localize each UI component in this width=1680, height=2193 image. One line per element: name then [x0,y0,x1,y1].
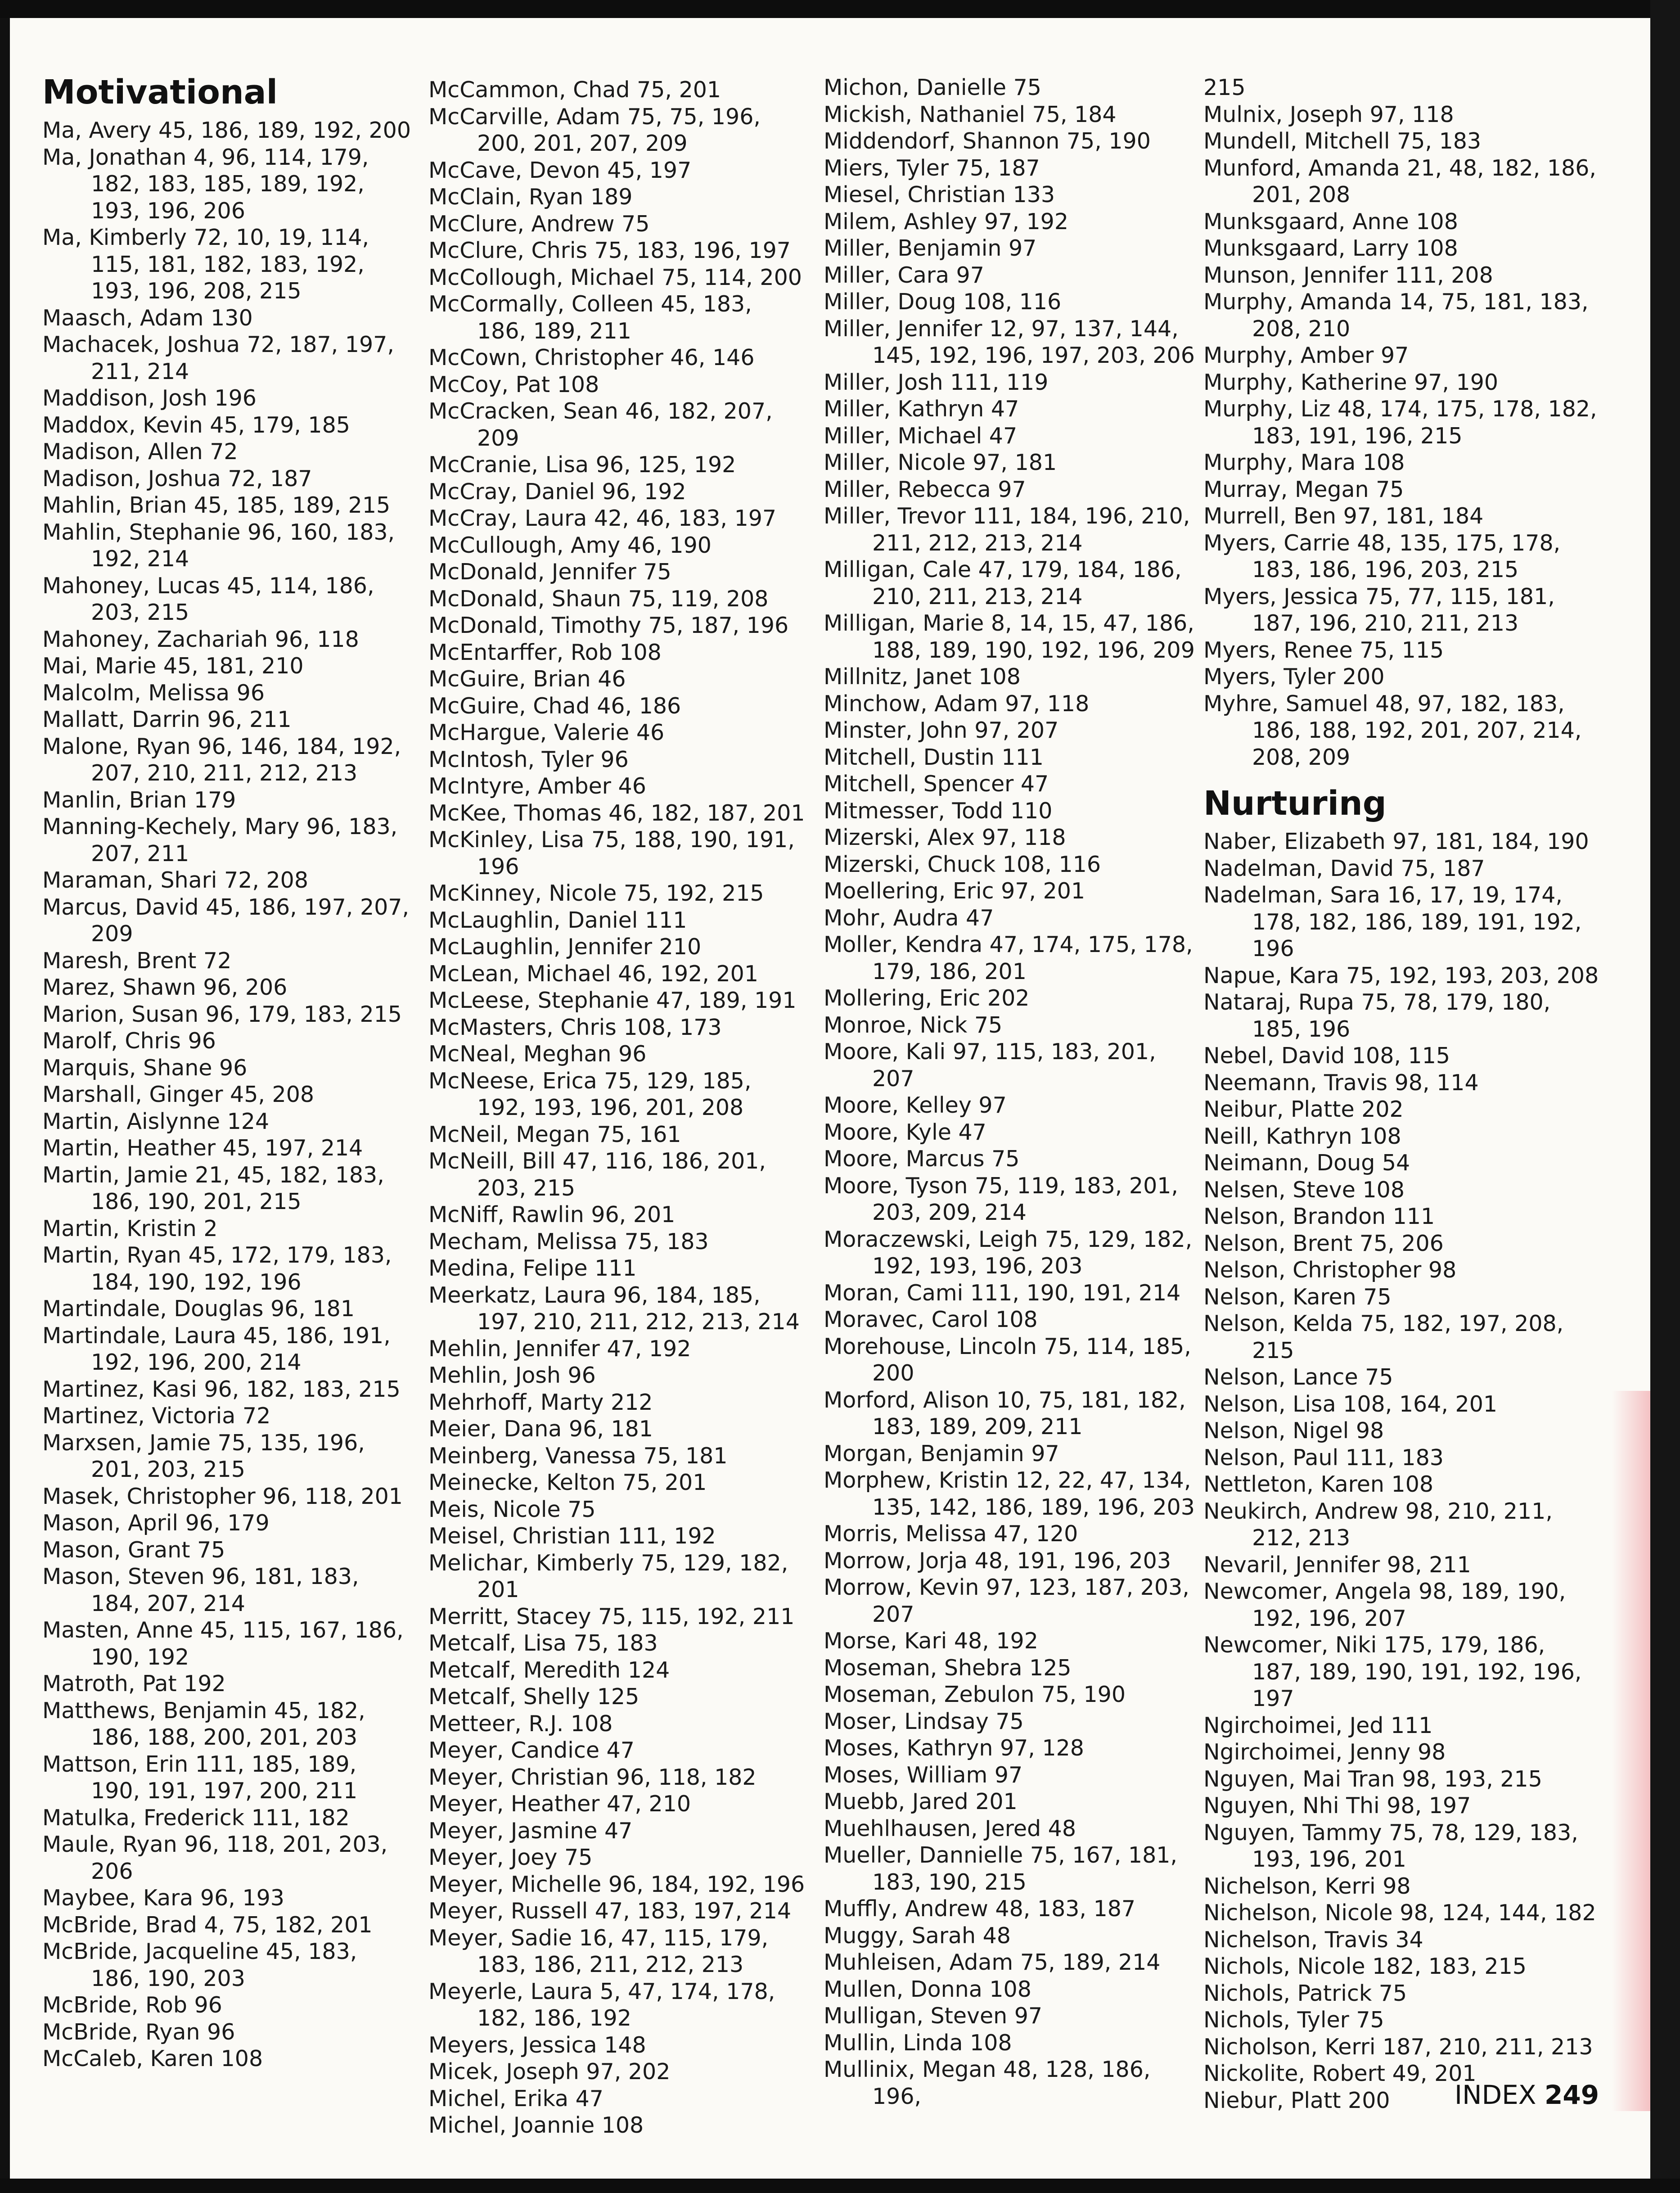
index-entry: Meyers, Jessica 148 [428,2032,646,2058]
index-entry: Murphy, Katherine 97, 190 [1203,369,1499,395]
index-entry: Moore, Tyson 75, 119, 183, 201, 203, 209, 214 [824,1173,1178,1225]
index-entry: Muggy, Sarah 48 [824,1922,1011,1949]
index-entry: McCoy, Pat 108 [428,371,599,397]
index-entry: Martin, Ryan 45, 172, 179, 183, 184, 190, 192, 196 [42,1242,392,1295]
index-entry: McBride, Ryan 96 [42,2019,235,2045]
index-entry: Nelson, Lisa 108, 164, 201 [1203,1391,1498,1417]
index-entry: Morford, Alison 10, 75, 181, 182, 183, 189, 209, 211 [824,1387,1186,1439]
index-entry: Muhleisen, Adam 75, 189, 214 [824,1949,1161,1975]
index-entry: McIntyre, Amber 46 [428,773,646,799]
section-heading-motivational: Motivational [42,73,278,112]
folio-label: INDEX [1455,2080,1536,2110]
index-entry: McLean, Michael 46, 192, 201 [428,961,758,987]
index-entry: Mitmesser, Todd 110 [824,798,1053,824]
index-entry: Micek, Joseph 97, 202 [428,2059,671,2085]
index-entry: Mehlin, Jennifer 47, 192 [428,1336,691,1362]
index-entry: Martin, Kristin 2 [42,1215,218,1241]
index-entry: Moseman, Zebulon 75, 190 [824,1682,1126,1707]
index-entry: McEntarffer, Rob 108 [428,639,662,665]
index-entry: Nickolite, Robert 49, 201 [1203,2061,1477,2086]
index-entry: Marshall, Ginger 45, 208 [42,1082,315,1107]
index-entry: Miller, Cara 97 [824,262,984,288]
index-entry: Mahlin, Stephanie 96, 160, 183, 192, 214 [42,519,395,572]
index-entry: McCaleb, Karen 108 [42,2046,263,2071]
index-entry: Maresh, Brent 72 [42,948,232,974]
index-entry: Milligan, Cale 47, 179, 184, 186, 210, 211, 213, 214 [824,557,1182,609]
index-entry: Munksgaard, Larry 108 [1203,235,1458,261]
index-entry: Meerkatz, Laura 96, 184, 185, 197, 210, 211, 212, 213, 214 [428,1282,800,1335]
index-entry: Mallatt, Darrin 96, 211 [42,707,292,732]
index-entry: Murphy, Liz 48, 174, 175, 178, 182, 183, 191, 196, 215 [1203,396,1597,449]
index-entry: Metcalf, Lisa 75, 183 [428,1630,658,1656]
index-entry: Nichols, Nicole 182, 183, 215 [1203,1954,1527,1979]
index-entry: Mason, Steven 96, 181, 183, 184, 207, 214 [42,1564,359,1616]
index-entry: Miller, Kathryn 47 [824,396,1019,422]
index-entry: Maddison, Josh 196 [42,385,257,411]
index-entry: McLeese, Stephanie 47, 189, 191 [428,988,797,1013]
index-entry: Nebel, David 108, 115 [1203,1043,1450,1069]
index-entry: McLaughlin, Daniel 111 [428,907,687,933]
index-entry: Martin, Jamie 21, 45, 182, 183, 186, 190, 201, 215 [42,1162,384,1214]
index-entry: McCray, Daniel 96, 192 [428,478,686,505]
index-entry: Niebur, Platt 200 [1203,2087,1390,2113]
index-entry: McClain, Ryan 189 [428,184,633,210]
index-entry: Ngirchoimei, Jenny 98 [1203,1739,1446,1765]
index-entry: Meinberg, Vanessa 75, 181 [428,1443,728,1469]
index-entry: Masten, Anne 45, 115, 167, 186, 190, 192 [42,1617,404,1670]
index-entry: McNeese, Erica 75, 129, 185, 192, 193, 196, 201, 208 [428,1068,752,1120]
index-entry: McLaughlin, Jennifer 210 [428,934,702,960]
index-entry: Meyer, Christian 96, 118, 182 [428,1764,757,1790]
index-entry: McCave, Devon 45, 197 [428,157,692,183]
index-entry: Meinecke, Kelton 75, 201 [428,1470,707,1495]
index-entry: Neukirch, Andrew 98, 210, 211, 212, 213 [1203,1498,1553,1551]
index-entry: Martinez, Kasi 96, 182, 183, 215 [42,1376,401,1402]
index-entry: Mehrhoff, Marty 212 [428,1389,653,1415]
index-entry: Mueller, Dannielle 75, 167, 181, 183, 190, 215 [824,1842,1178,1895]
index-entry: McDonald, Timothy 75, 187, 196 [428,613,789,638]
index-entry: Marolf, Chris 96 [42,1028,216,1054]
index-page [10,18,1650,2179]
index-entry: Newcomer, Niki 175, 179, 186, 187, 189, 190, 191, 192, 196, 197 [1203,1632,1582,1711]
index-entry: Murphy, Amber 97 [1203,343,1409,368]
index-entry: Mizerski, Alex 97, 118 [824,825,1066,850]
index-entry: Mason, April 96, 179 [42,1510,270,1536]
index-entry: McDonald, Jennifer 75 [428,559,671,585]
index-entry: Meis, Nicole 75 [428,1496,596,1522]
index-entry: Nelson, Nigel 98 [1203,1418,1384,1444]
index-entry: Metcalf, Shelly 125 [428,1684,640,1710]
index-entry: Ma, Kimberly 72, 10, 19, 114, 115, 181, 182, 183, 192, 193, 196, 208, 215 [42,225,369,304]
index-entry: Neibur, Platte 202 [1203,1096,1404,1122]
index-entry: Madison, Allen 72 [42,439,238,465]
index-entry: Meyer, Joey 75 [428,1845,593,1870]
index-entry: Nelson, Christopher 98 [1203,1257,1457,1283]
index-entry: Marquis, Shane 96 [42,1055,248,1081]
index-entry: Morris, Melissa 47, 120 [824,1521,1078,1547]
index-entry: Myers, Carrie 48, 135, 175, 178, 183, 186, 196, 203, 215 [1203,530,1561,582]
index-entry: Martin, Heather 45, 197, 214 [42,1135,363,1161]
index-column-4-part-b [1203,828,1599,2114]
index-entry: Nelson, Karen 75 [1203,1284,1392,1310]
index-entry: Maule, Ryan 96, 118, 201, 203, 206 [42,1832,388,1884]
index-entry: Moravec, Carol 108 [824,1307,1038,1332]
index-entry: Nguyen, Tammy 75, 78, 129, 183, 193, 196, 201 [1203,1819,1578,1872]
index-entry: Moore, Marcus 75 [824,1146,1020,1172]
index-entry: Nadelman, Sara 16, 17, 19, 174, 178, 182, 186, 189, 191, 192, 196 [1203,882,1582,961]
index-entry: Martin, Aislynne 124 [42,1108,270,1134]
index-entry: Miller, Jennifer 12, 97, 137, 144, 145, 192, 196, 197, 203, 206 [824,316,1195,368]
page-edge-tint [1612,1391,1650,2111]
index-entry: Manlin, Brian 179 [42,787,236,813]
index-entry: McGuire, Chad 46, 186 [428,693,681,719]
scan-bottom-border [0,2179,1680,2193]
index-entry: Merritt, Stacey 75, 115, 192, 211 [428,1603,795,1629]
index-entry: Manning-Kechely, Mary 96, 183, 207, 211 [42,814,398,866]
index-entry: Morrow, Jorja 48, 191, 196, 203 [824,1548,1171,1574]
index-entry: Millnitz, Janet 108 [824,664,1021,690]
index-column-1 [42,68,411,2072]
index-entry: Maybee, Kara 96, 193 [42,1885,284,1911]
index-entry: 215 [1203,75,1246,100]
index-entry: McNiff, Rawlin 96, 201 [428,1202,676,1227]
index-entry: Moses, Kathryn 97, 128 [824,1735,1084,1761]
index-entry: Moraczewski, Leigh 75, 129, 182, 192, 193, 196, 203 [824,1226,1193,1279]
index-entry: Nelson, Brent 75, 206 [1203,1230,1444,1256]
index-entry: McCammon, Chad 75, 201 [428,77,721,103]
index-entry: Nguyen, Nhi Thi 98, 197 [1203,1793,1471,1818]
index-entry: Ma, Jonathan 4, 96, 114, 179, 182, 183, 185, 189, 192, 193, 196, 206 [42,144,369,224]
index-entry: Morrow, Kevin 97, 123, 187, 203, 207 [824,1575,1189,1627]
index-entry: McCray, Laura 42, 46, 183, 197 [428,505,777,531]
index-entry: Mason, Grant 75 [42,1537,225,1563]
index-entry: Neimann, Doug 54 [1203,1150,1410,1176]
index-entry: Miller, Trevor 111, 184, 196, 210, 211, 212, 213, 214 [824,503,1190,556]
index-entry: Mundell, Mitchell 75, 183 [1203,128,1482,154]
index-entry: McKinley, Lisa 75, 188, 190, 191, 196 [428,827,795,880]
index-entry: Nettleton, Karen 108 [1203,1471,1434,1497]
index-entry: Munford, Amanda 21, 48, 182, 186, 201, 208 [1203,155,1596,208]
index-entry: Maddox, Kevin 45, 179, 185 [42,412,350,438]
index-entry: Machacek, Joshua 72, 187, 197, 211, 214 [42,332,394,384]
page-folio [1455,2080,1599,2110]
index-entry: Miller, Nicole 97, 181 [824,450,1057,475]
index-entry: Mattson, Erin 111, 185, 189, 190, 191, 197, 200, 211 [42,1751,358,1804]
index-entry: Mahoney, Lucas 45, 114, 186, 203, 215 [42,573,374,625]
index-entry: Meisel, Christian 111, 192 [428,1523,716,1549]
index-entry: Miller, Josh 111, 119 [824,369,1049,395]
index-entry: Mahlin, Brian 45, 185, 189, 215 [42,492,391,518]
index-entry: Madison, Joshua 72, 187 [42,465,312,492]
index-entry: Moore, Kali 97, 115, 183, 201, 207 [824,1039,1156,1092]
index-entry: Martindale, Laura 45, 186, 191, 192, 196, 200, 214 [42,1322,391,1375]
index-entry: Morehouse, Lincoln 75, 114, 185, 200 [824,1333,1191,1386]
index-entry: McNeil, Megan 75, 161 [428,1121,681,1147]
index-entry: Nelson, Paul 111, 183 [1203,1444,1444,1471]
index-entry: Mulnix, Joseph 97, 118 [1203,101,1454,127]
index-entry: Nguyen, Mai Tran 98, 193, 215 [1203,1766,1542,1792]
index-entry: McCranie, Lisa 96, 125, 192 [428,452,736,478]
index-entry: Mehlin, Josh 96 [428,1363,596,1388]
index-entry: Murray, Megan 75 [1203,476,1404,502]
index-entry: Minchow, Adam 97, 118 [824,690,1090,717]
index-entry: McNeal, Meghan 96 [428,1041,647,1067]
scan-top-border [0,0,1680,18]
index-entry: Nicholson, Kerri 187, 210, 211, 213 [1203,2034,1593,2060]
index-entry: Malone, Ryan 96, 146, 184, 192, 207, 210, 211, 212, 213 [42,733,401,786]
index-entry: Masek, Christopher 96, 118, 201 [42,1483,403,1509]
index-entry: Martindale, Douglas 96, 181 [42,1296,355,1322]
index-entry: McCarville, Adam 75, 75, 196, 200, 201, 207, 209 [428,104,761,156]
index-entry: McGuire, Brian 46 [428,666,626,692]
index-entry: Murphy, Mara 108 [1203,450,1405,475]
index-entry: Murphy, Amanda 14, 75, 181, 183, 208, 210 [1203,289,1589,342]
index-entry: Morgan, Benjamin 97 [824,1440,1059,1467]
index-entry: Mullinix, Megan 48, 128, 186, 196, [824,2057,1151,2109]
index-entry: Muffly, Andrew 48, 183, 187 [824,1896,1136,1922]
index-entry: Nichelson, Kerri 98 [1203,1873,1411,1899]
index-entry: Michel, Joannie 108 [428,2112,644,2138]
index-entry: McCullough, Amy 46, 190 [428,532,712,558]
index-entry: Muehlhausen, Jered 48 [824,1815,1076,1841]
folio-page-number: 249 [1544,2080,1599,2110]
index-entry: Mulligan, Steven 97 [824,2003,1043,2029]
index-entry: Marxsen, Jamie 75, 135, 196, 201, 203, 215 [42,1430,365,1482]
section-heading-nurturing: Nurturing [1203,784,1387,823]
index-entry: Mitchell, Dustin 111 [824,744,1044,770]
index-entry: Mitchell, Spencer 47 [824,771,1049,797]
index-entry: Munson, Jennifer 111, 208 [1203,262,1493,288]
index-entry: Newcomer, Angela 98, 189, 190, 192, 196, 207 [1203,1579,1566,1631]
index-column-4-part-a [1203,74,1599,771]
index-entry: Myers, Tyler 200 [1203,664,1385,690]
index-entry: Moore, Kelley 97 [824,1092,1007,1118]
index-entry: Ngirchoimei, Jed 111 [1203,1712,1433,1738]
index-entry: McBride, Jacqueline 45, 183, 186, 190, 203 [42,1939,357,1991]
index-entry: McCown, Christopher 46, 146 [428,345,755,370]
index-entry: Neill, Kathryn 108 [1203,1123,1401,1149]
index-entry: Matthews, Benjamin 45, 182, 186, 188, 200, 201, 203 [42,1697,365,1750]
index-entry: Marez, Shawn 96, 206 [42,975,288,1000]
index-entry: Middendorf, Shannon 75, 190 [824,128,1151,154]
index-entry: Morse, Kari 48, 192 [824,1628,1038,1654]
index-entry: Naber, Elizabeth 97, 181, 184, 190 [1203,829,1589,854]
index-entry: McBride, Rob 96 [42,1992,222,2018]
index-entry: Meier, Dana 96, 181 [428,1416,653,1442]
index-entry: Moseman, Shebra 125 [824,1655,1072,1681]
index-entry: Mai, Marie 45, 181, 210 [42,653,304,679]
index-entry: Muebb, Jared 201 [824,1789,1018,1814]
index-column-3 [824,74,1202,2110]
index-entry: McClure, Chris 75, 183, 196, 197 [428,238,791,263]
index-entry: Meyer, Sadie 16, 47, 115, 179, 183, 186, 211, 212, 213 [428,1925,769,1977]
index-entry: Miller, Rebecca 97 [824,476,1026,502]
index-entry: Miller, Doug 108, 116 [824,289,1062,315]
index-entry: Nataraj, Rupa 75, 78, 179, 180, 185, 196 [1203,989,1551,1042]
index-entry: McHargue, Valerie 46 [428,720,665,745]
index-entry: McCormally, Colleen 45, 183, 186, 189, 211 [428,291,752,344]
index-entry: Meyer, Jasmine 47 [428,1818,633,1844]
index-entry: McCracken, Sean 46, 182, 207, 209 [428,398,773,451]
index-entry: Mizerski, Chuck 108, 116 [824,851,1101,877]
index-entry: Nichelson, Travis 34 [1203,1927,1423,1953]
index-entry: Minster, John 97, 207 [824,717,1059,743]
index-entry: Miller, Benjamin 97 [824,235,1037,261]
index-entry: Moses, William 97 [824,1762,1023,1788]
index-entry: Neemann, Travis 98, 114 [1203,1069,1479,1096]
index-entry: Morphew, Kristin 12, 22, 47, 134, 135, 142, 186, 189, 196, 203 [824,1467,1195,1520]
index-entry: Marion, Susan 96, 179, 183, 215 [42,1001,402,1027]
index-entry: Milligan, Marie 8, 14, 15, 47, 186, 188, 189, 190, 192, 196, 209 [824,610,1195,663]
index-entry: Malcolm, Melissa 96 [42,680,265,706]
index-entry: Marcus, David 45, 186, 197, 207, 209 [42,894,410,947]
index-entry: Myhre, Samuel 48, 97, 182, 183, 186, 188, 192, 201, 207, 214, 208, 209 [1203,690,1582,770]
index-entry: Meyer, Heather 47, 210 [428,1791,691,1817]
index-entry: Mecham, Melissa 75, 183 [428,1228,709,1254]
index-entry: Nevaril, Jennifer 98, 211 [1203,1552,1471,1578]
index-entry: Michel, Erika 47 [428,2085,604,2112]
index-entry: Mickish, Nathaniel 75, 184 [824,101,1117,127]
index-entry: Miers, Tyler 75, 187 [824,155,1040,181]
index-entry: Miller, Michael 47 [824,423,1018,449]
index-entry: Martinez, Victoria 72 [42,1403,271,1429]
index-entry: McClure, Andrew 75 [428,211,650,237]
index-entry: Mohr, Audra 47 [824,905,994,931]
index-entry: Metteer, R.J. 108 [428,1710,613,1737]
index-entry: McKee, Thomas 46, 182, 187, 201 [428,800,805,826]
index-entry: Napue, Kara 75, 192, 193, 203, 208 [1203,962,1599,988]
index-entry: McBride, Brad 4, 75, 182, 201 [42,1912,373,1938]
index-entry: Moser, Lindsay 75 [824,1708,1024,1734]
index-entry: Meyerle, Laura 5, 47, 174, 178, 182, 186, 192 [428,1978,775,2031]
index-entry: Maraman, Shari 72, 208 [42,867,308,893]
index-entry: Moellering, Eric 97, 201 [824,878,1085,904]
index-entry: Nichols, Patrick 75 [1203,1980,1407,2006]
index-entry: Nelsen, Steve 108 [1203,1177,1405,1203]
index-entry: Mahoney, Zachariah 96, 118 [42,626,359,652]
index-entry: Nelson, Kelda 75, 182, 197, 208, 215 [1203,1311,1564,1363]
index-entry: McIntosh, Tyler 96 [428,746,629,772]
index-entry: Monroe, Nick 75 [824,1012,1003,1038]
index-entry: Matulka, Frederick 111, 182 [42,1805,350,1831]
index-entry: Nichols, Tyler 75 [1203,2007,1384,2033]
index-entry: McCollough, Michael 75, 114, 200 [428,264,802,290]
index-entry: McDonald, Shaun 75, 119, 208 [428,586,769,612]
index-entry: Munksgaard, Anne 108 [1203,208,1458,235]
index-entry: Nichelson, Nicole 98, 124, 144, 182 [1203,1900,1596,1926]
index-entry: Mollering, Eric 202 [824,985,1030,1011]
index-entry: Milem, Ashley 97, 192 [824,208,1069,235]
index-column-2 [428,77,806,2139]
index-entry: Myers, Renee 75, 115 [1203,637,1444,663]
index-entry: Michon, Danielle 75 [824,75,1041,100]
index-entry: Melichar, Kimberly 75, 129, 182, 201 [428,1550,788,1602]
index-entry: McNeill, Bill 47, 116, 186, 201, 203, 215 [428,1148,766,1201]
index-entry: Meyer, Candice 47 [428,1737,635,1763]
index-entry: Moore, Kyle 47 [824,1119,986,1145]
index-entry: Moller, Kendra 47, 174, 175, 178, 179, 186, 201 [824,932,1193,984]
index-entry: McMasters, Chris 108, 173 [428,1014,722,1040]
index-entry: Ma, Avery 45, 186, 189, 192, 200 [42,117,411,143]
index-entry: Meyer, Michelle 96, 184, 192, 196 [428,1871,805,1897]
index-entry: Matroth, Pat 192 [42,1671,226,1697]
index-entry: Nelson, Lance 75 [1203,1364,1393,1390]
index-entry: Murrell, Ben 97, 181, 184 [1203,503,1484,529]
index-entry: Maasch, Adam 130 [42,305,253,331]
index-column-4 [1203,74,1599,2114]
index-entry: Medina, Felipe 111 [428,1255,637,1281]
index-entry: Mullen, Donna 108 [824,1976,1031,2002]
scan-right-border [1650,0,1680,2193]
index-entry: McKinney, Nicole 75, 192, 215 [428,880,764,906]
index-entry: Mullin, Linda 108 [824,2030,1012,2056]
index-entry: Metcalf, Meredith 124 [428,1657,670,1683]
index-entry: Miesel, Christian 133 [824,182,1055,208]
index-entry: Meyer, Russell 47, 183, 197, 214 [428,1898,792,1924]
index-entry: Nelson, Brandon 111 [1203,1204,1435,1229]
index-entry: Myers, Jessica 75, 77, 115, 181, 187, 196, 210, 211, 213 [1203,583,1555,636]
index-entry: Moran, Cami 111, 190, 191, 214 [824,1280,1181,1306]
index-entry: Nadelman, David 75, 187 [1203,855,1485,881]
